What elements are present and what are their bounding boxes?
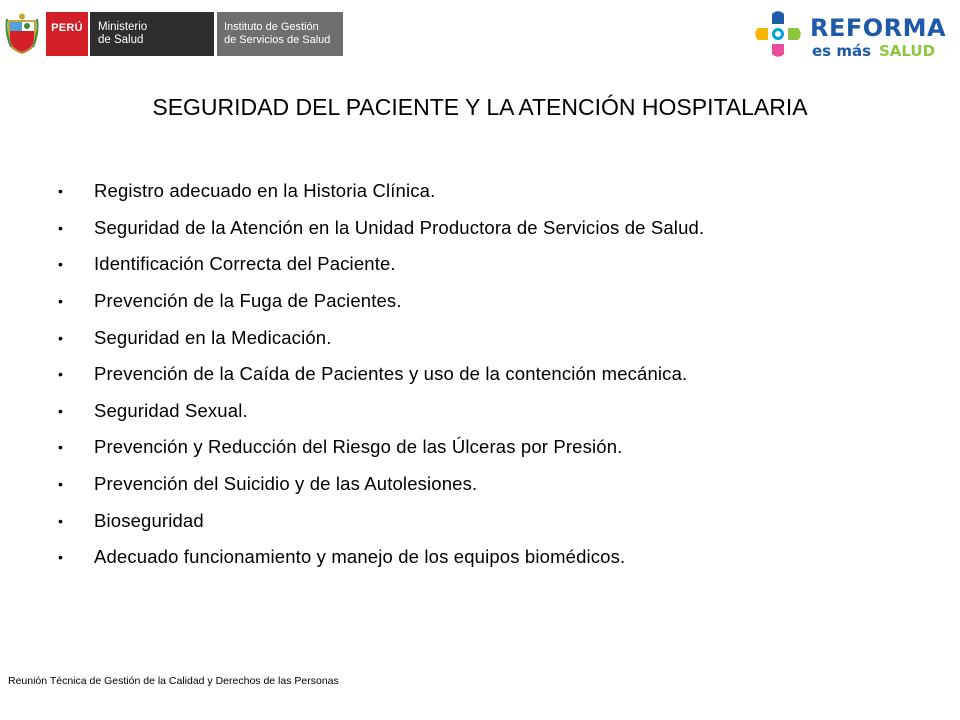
list-item: [58, 393, 704, 430]
list-item: [58, 210, 704, 247]
list-item: [58, 466, 704, 503]
reforma-cross-icon: [750, 10, 806, 62]
bullet-icon: •: [58, 549, 63, 566]
bullet-icon: •: [58, 293, 63, 310]
bullet-icon: •: [58, 256, 63, 273]
bullet-text: Bioseguridad: [94, 509, 204, 531]
bullet-text: Prevención y Reducción del Riesgo de las Úlceras por Presión.: [94, 436, 623, 458]
list-item: [58, 283, 704, 320]
igss-line-1: Instituto de Gestión: [224, 21, 319, 33]
list-item: [58, 539, 704, 576]
reforma-logo: [750, 10, 947, 62]
list-item: [58, 356, 704, 393]
peru-coat-of-arms-icon: [4, 12, 40, 56]
bullet-icon: •: [58, 219, 63, 236]
bullet-text: Seguridad de la Atención en la Unidad Productora de Servicios de Salud.: [94, 216, 705, 238]
bullet-icon: •: [58, 329, 63, 346]
bullet-text: Prevención de la Fuga de Pacientes.: [94, 290, 402, 312]
bullet-text: Registro adecuado en la Historia Clínica.: [94, 180, 436, 202]
bullet-icon: •: [58, 366, 63, 383]
bullet-text: Seguridad Sexual.: [94, 399, 248, 421]
reforma-subtitle-es-mas: es más: [812, 42, 872, 60]
minsa-line-1: Ministerio: [98, 21, 148, 33]
bullet-icon: •: [58, 402, 63, 419]
igss-line-2: de Servicios de Salud: [224, 34, 331, 46]
list-item: [58, 319, 704, 356]
bullet-icon: •: [58, 183, 63, 200]
bullet-text: Prevención del Suicidio y de las Autolesiones.: [94, 473, 478, 495]
igss-brand-block: [217, 12, 343, 56]
slide-title: SEGURIDAD DEL PACIENTE Y LA ATENCIÓN HOSPITALARIA: [152, 94, 808, 120]
bullet-text: Prevención de la Caída de Pacientes y uso de la contención mecánica.: [94, 363, 688, 385]
list-item: [58, 429, 704, 466]
reforma-subtitle-salud: SALUD: [879, 42, 936, 60]
list-item: [58, 173, 704, 210]
bullet-icon: •: [58, 512, 63, 529]
bullet-text: Identificación Correcta del Paciente.: [94, 253, 396, 275]
peru-brand-block: [46, 12, 88, 56]
list-item: [58, 246, 704, 283]
bullet-text: Seguridad en la Medicación.: [94, 326, 332, 348]
reforma-title: REFORMA: [810, 14, 947, 42]
bullet-text: Adecuado funcionamiento y manejo de los equipos biomédicos.: [94, 546, 626, 568]
peru-label: PERÚ: [51, 22, 83, 34]
minsa-brand-block: [90, 12, 214, 56]
bullet-list: [58, 173, 704, 576]
footer-note: Reunión Técnica de Gestión de la Calidad y Derechos de las Personas: [8, 675, 339, 687]
bullet-icon: •: [58, 476, 63, 493]
government-logo-bar: [4, 12, 343, 56]
minsa-line-2: de Salud: [98, 34, 144, 46]
list-item: [58, 502, 704, 539]
bullet-icon: •: [58, 439, 63, 456]
